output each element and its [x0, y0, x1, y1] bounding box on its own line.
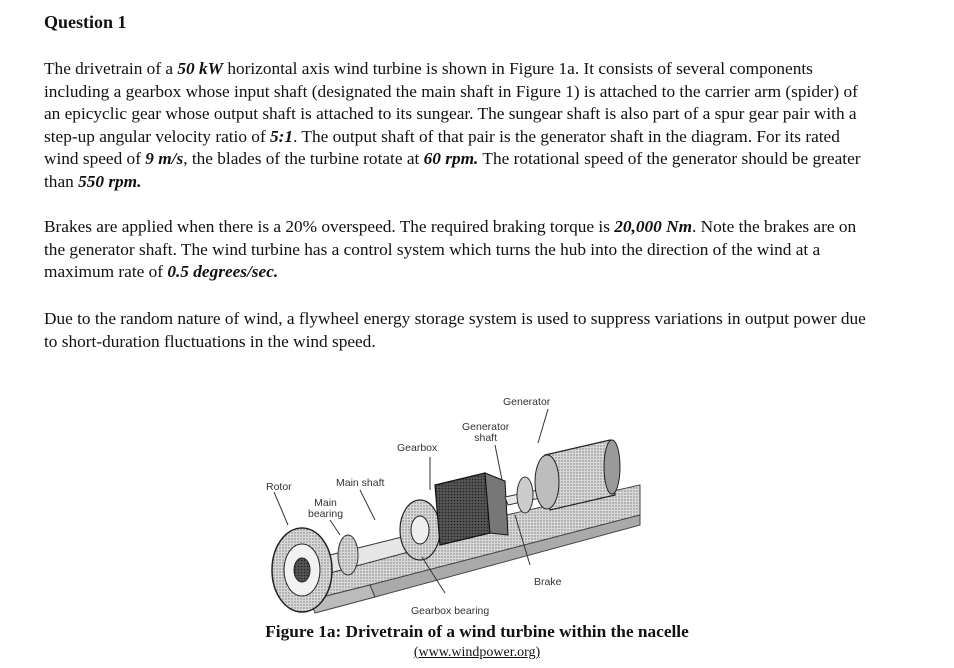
gearbox: [435, 473, 508, 545]
paragraph-flywheel: Due to the random nature of wind, a flywheel energy storage system is used to suppress variations in output power due to short-duration fluctuations in the wind speed.: [44, 309, 866, 351]
paragraph-drivetrain: The drivetrain of a 50 kW horizontal axis wind turbine is shown in Figure 1a. It consists of several components including a gearbox whose input shaft (designated the main shaft in Figure 1) is attached to the carrier arm (spider) of an epicyclic gear whose output shaft is attached to its sungear. The sungear shaft is also part of a spur gear pair with a step-up angular velocity ratio of 5:1. The output shaft of that pair is the generator shaft in the diagram. For its rated wind speed of 9 m/s, the blades of the turbine rotate at 60 rpm. The rotational speed of the generator should be greater than 550 rpm.: [44, 59, 861, 191]
source-link[interactable]: (www.windpower.org): [413, 645, 541, 660]
label-generator: Generator: [503, 396, 551, 408]
label-brake: Brake: [534, 576, 562, 588]
label-rotor: Rotor: [266, 481, 292, 493]
question-heading: Question 1: [44, 12, 127, 32]
main-bearing: [338, 535, 358, 575]
brake-disc: [517, 477, 533, 513]
figure-caption: Figure 1a: Drivetrain of a wind turbine within the nacelle: [265, 622, 689, 641]
rotor-hub: [272, 528, 332, 612]
paragraph-brakes: Brakes are applied when there is a 20% overspeed. The required braking torque is 20,000 Nm. Note the brakes are on the generator shaft. The wind turbine has a control system which turns the hub into the direction of the wind at a maximum rate of 0.5 degrees/sec.: [44, 217, 857, 282]
label-main-bearing: Main bearing: [308, 497, 344, 520]
figure-source: [0, 645, 954, 661]
label-gearbox: Gearbox: [397, 442, 438, 454]
label-main-shaft: Main shaft: [336, 477, 385, 489]
label-gearbox-bearing: Gearbox bearing: [411, 605, 490, 617]
drivetrain-illustration: [240, 385, 660, 625]
drivetrain-figure: [240, 385, 660, 625]
label-generator-shaft: Generator shaft: [462, 421, 510, 444]
gearbox-bearing: [400, 500, 440, 560]
